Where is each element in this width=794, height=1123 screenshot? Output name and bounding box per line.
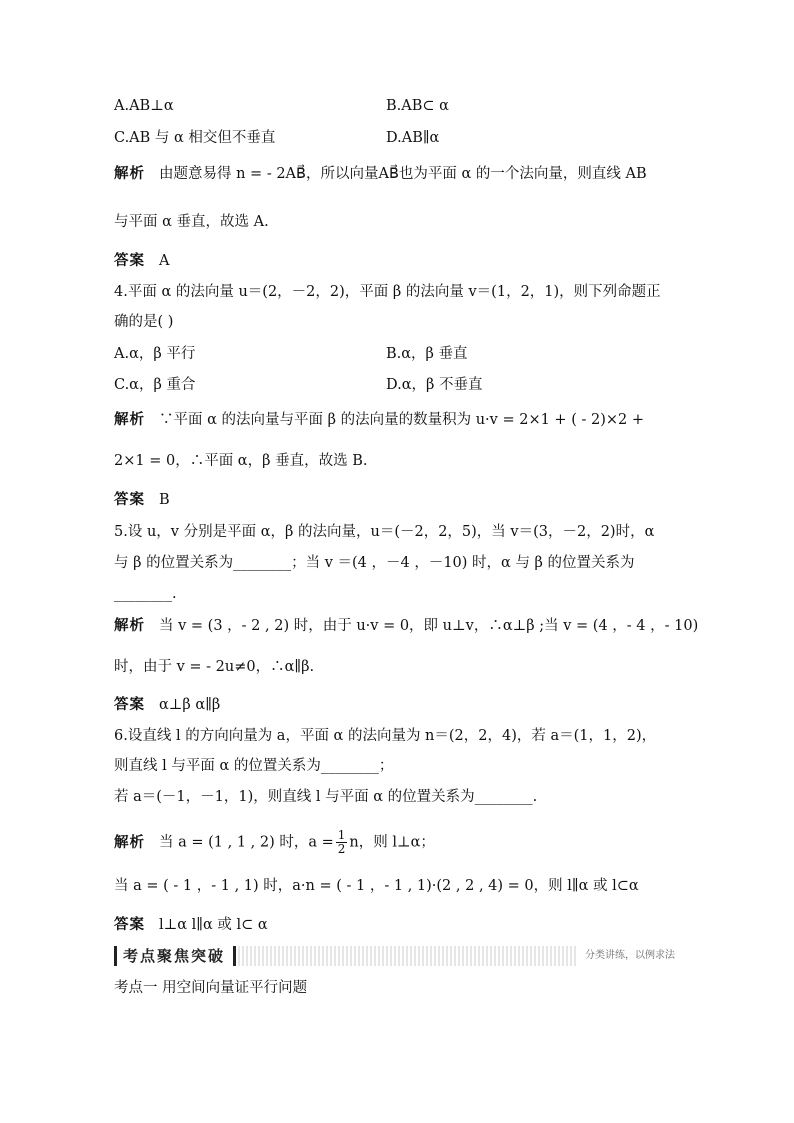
- q5-answer-value: α⊥β α∥β: [159, 697, 221, 713]
- answer-label: 答案: [114, 492, 145, 508]
- solution-label: 解析: [114, 834, 145, 851]
- q4-solution-text1: ∵平面 α 的法向量与平面 β 的法向量的数量积为 u·v = 2×1 + ( ‐ 2)×2 +: [159, 412, 644, 428]
- q4-solution-line1: [114, 410, 644, 430]
- q4-option-d: D.α，β 不垂直: [386, 377, 483, 393]
- q6-stem-line2: 则直线 l 与平面 α 的位置关系为________；: [114, 758, 394, 774]
- topic-heading: 考点一 用空间向量证平行问题: [114, 980, 308, 996]
- section-subtitle: 分类讲练，以例求法: [577, 946, 679, 966]
- q5-stem-line2: 与 β 的位置关系为________；当 v ＝(4 ，－4 ，－10) 时，α 与 β 的位置关系为: [114, 555, 635, 571]
- q5-stem-line3: ________.: [114, 586, 177, 602]
- section-title: 考点聚焦突破: [114, 946, 236, 966]
- q6-answer: [114, 915, 268, 935]
- section-banner: [114, 946, 679, 966]
- fraction-denominator: 2: [337, 842, 346, 856]
- q3-answer-value: A: [159, 253, 170, 269]
- q3-option-d: D.AB∥α: [386, 130, 440, 146]
- fraction-numerator: 1: [337, 828, 346, 842]
- q3-solution-line2: 与平面 α 垂直，故选 A.: [114, 214, 269, 230]
- solution-label: 解析: [114, 412, 145, 428]
- q3-option-b: B.AB⊂ α: [386, 98, 449, 114]
- q4-option-b: B.α，β 垂直: [386, 346, 468, 362]
- q5-solution-line2: 时，由于 v = ‐ 2u≠0，∴α∥β.: [114, 659, 315, 675]
- q4-solution-line2: 2×1 = 0，∴平面 α，β 垂直，故选 B.: [114, 453, 368, 469]
- q5-solution-text1: 当 v = (3 ，‐ 2 , 2) 时，由于 u·v = 0，即 u⊥v，∴α⊥β ;当 v = (4 ，‐ 4 ，‐ 10): [159, 618, 699, 634]
- q4-stem-line2: 确的是( ): [114, 314, 174, 330]
- q6-stem-line3: 若 a＝(－1，－1，1)，则直线 l 与平面 α 的位置关系为________.: [114, 789, 538, 805]
- q3-option-c: C.AB 与 α 相交但不垂直: [114, 130, 276, 146]
- q4-answer-value: B: [159, 492, 170, 508]
- answer-label: 答案: [114, 697, 145, 713]
- solution-label: 解析: [114, 618, 145, 634]
- q4-stem-line1: 4.平面 α 的法向量 u＝(2，－2，2)，平面 β 的法向量 v＝(1，2，1)，则下列命题正: [114, 284, 661, 300]
- q4-answer: [114, 490, 170, 510]
- answer-label: 答案: [114, 917, 145, 933]
- q3-solution-text1: 由题意易得 n = ‐ 2AB⃗，所以向量AB⃗也为平面 α 的一个法向量，则直线 AB: [159, 166, 647, 182]
- q6-answer-value: l⊥α l∥α 或 l⊂ α: [159, 917, 268, 933]
- q5-solution-line1: [114, 616, 698, 636]
- q6-solution-line2: 当 a = ( ‐ 1 ，‐ 1 , 1) 时，a·n = ( ‐ 1 ，‐ 1 , 1)·(2 , 2 , 4) = 0，则 l∥α 或 l⊂α: [114, 878, 639, 894]
- q6-stem-line1: 6.设直线 l 的方向向量为 a，平面 α 的法向量为 n＝(2，2，4)，若 a＝(1，1，2)，: [114, 728, 657, 744]
- q3-option-a: A.AB⊥α: [114, 98, 174, 114]
- q3-solution-line1: [114, 164, 647, 184]
- q6-solution-text1-pre: 当 a = (1 , 1 , 2) 时，a =: [159, 834, 334, 851]
- q5-answer: [114, 695, 220, 715]
- fraction-one-half: [336, 829, 348, 856]
- q3-answer: [114, 251, 169, 271]
- solution-label: 解析: [114, 166, 145, 182]
- q6-solution-line1: [114, 829, 435, 856]
- q4-option-c: C.α，β 重合: [114, 377, 196, 393]
- q5-stem-line1: 5.设 u，v 分别是平面 α，β 的法向量，u＝(－2，2，5)，当 v＝(3，－2，2)时，α: [114, 524, 655, 540]
- q6-solution-text1-post: n，则 l⊥α；: [349, 834, 435, 851]
- answer-label: 答案: [114, 253, 145, 269]
- q4-option-a: A.α，β 平行: [114, 346, 196, 362]
